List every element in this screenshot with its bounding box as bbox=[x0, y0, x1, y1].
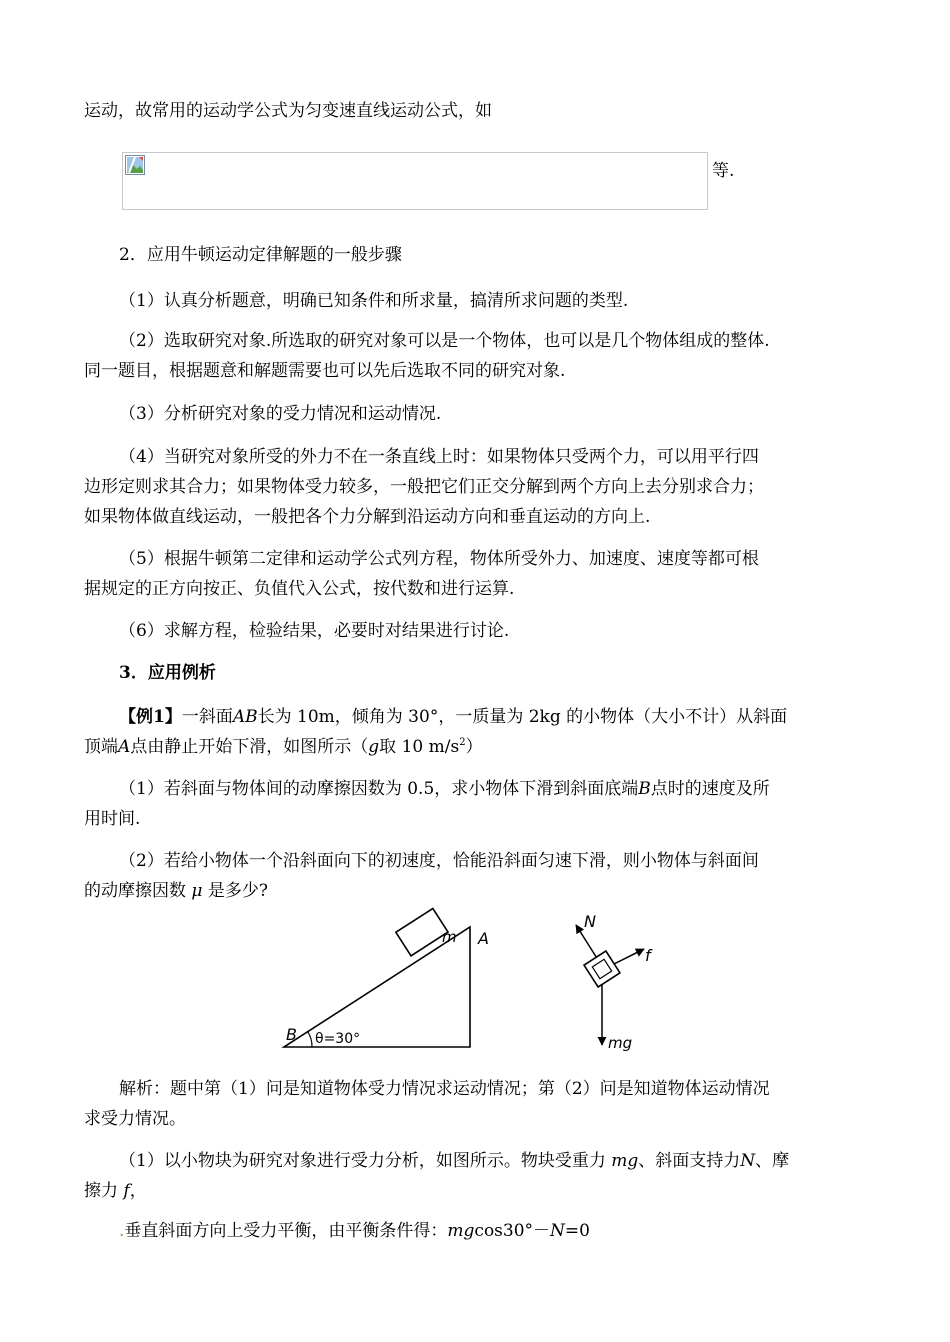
label-mg: mg bbox=[608, 1034, 633, 1052]
superscript: 2 bbox=[459, 737, 466, 748]
section-heading: 3．应用例析 bbox=[119, 663, 216, 683]
var-span: g bbox=[368, 737, 380, 757]
text-span: 取 10 m/s bbox=[379, 737, 460, 757]
text-span: 的动摩擦因数 bbox=[84, 881, 192, 901]
text-line: （3）分析研究对象的受力情况和运动情况. bbox=[119, 404, 442, 424]
text-line: （1）认真分析题意，明确已知条件和所求量，搞清所求问题的类型. bbox=[119, 291, 629, 311]
text-line bbox=[119, 778, 770, 800]
text-line: （4）当研究对象所受的外力不在一条直线上时：如果物体只受两个力，可以用平行四 bbox=[119, 447, 759, 467]
text-line bbox=[119, 1150, 789, 1172]
text-line: （6）求解方程，检验结果，必要时对结果进行讨论. bbox=[119, 621, 510, 641]
text-span: 一斜面 bbox=[181, 707, 233, 727]
text-span: 垂直斜面方向上受力平衡，由平衡条件得： bbox=[124, 1221, 448, 1241]
section-heading: 2．应用牛顿运动定律解题的一般步骤 bbox=[119, 245, 402, 265]
text-line bbox=[119, 706, 787, 728]
block-m bbox=[396, 908, 448, 955]
block-free-body bbox=[584, 951, 620, 987]
angle-arc bbox=[308, 1032, 312, 1047]
formula-image-placeholder bbox=[122, 152, 708, 210]
text-line: 边形定则求其合力；如果物体受力较多，一般把它们正交分解到两个方向上去分别求合力； bbox=[84, 477, 764, 497]
incline-diagram bbox=[270, 905, 510, 1055]
var-span: mg bbox=[447, 1221, 475, 1241]
text-span: （1）以小物块为研究对象进行受力分析，如图所示。物块受重力 bbox=[119, 1151, 612, 1171]
text-line: 据规定的正方向按正、负值代入公式，按代数和进行运算. bbox=[84, 579, 515, 599]
text-span: . bbox=[119, 1221, 125, 1241]
text-span: 、摩 bbox=[755, 1151, 790, 1171]
text-line: （2）选取研究对象.所选取的研究对象可以是一个物体，也可以是几个物体组成的整体. bbox=[119, 331, 770, 351]
label-theta: θ=30° bbox=[315, 1031, 361, 1047]
text-line: 运动，故常用的运动学公式为匀变速直线运动公式，如 bbox=[84, 101, 492, 121]
text-line: （5）根据牛顿第二定律和运动学公式列方程，物体所受外力、加速度、速度等都可根 bbox=[119, 549, 759, 569]
label-B: B bbox=[286, 1025, 297, 1044]
text-span: =0 bbox=[564, 1221, 590, 1241]
text-line bbox=[84, 1180, 147, 1202]
example-tag: 【例1】 bbox=[119, 707, 182, 727]
var-span: f bbox=[123, 1181, 130, 1201]
force-diagram bbox=[560, 905, 680, 1055]
text-line bbox=[119, 1220, 590, 1242]
var-span: μ bbox=[191, 881, 203, 901]
text-span: ） bbox=[465, 737, 483, 757]
var-span: B bbox=[638, 779, 651, 799]
text-span: （1）若斜面与物体间的动摩擦因数为 0.5，求小物体下滑到斜面底端 bbox=[119, 779, 639, 799]
label-N: N bbox=[584, 912, 596, 931]
label-A: A bbox=[478, 929, 489, 948]
text-line: 求受力情况。 bbox=[84, 1109, 186, 1129]
text-span: 、斜面支持力 bbox=[638, 1151, 741, 1171]
text-span: 长为 10m，倾角为 30°，一质量为 2kg 的小物体（大小不计）从斜面 bbox=[257, 707, 788, 727]
broken-image-icon bbox=[125, 155, 145, 175]
text-span: 擦力 bbox=[84, 1181, 124, 1201]
text-line: 如果物体做直线运动，一般把各个力分解到沿运动方向和垂直运动的方向上. bbox=[84, 507, 651, 527]
text-span: 是多少? bbox=[202, 881, 268, 901]
text-span: ， bbox=[129, 1181, 147, 1201]
label-f: f bbox=[645, 946, 651, 965]
text-line: 用时间. bbox=[84, 809, 141, 829]
text-span: cos30°－ bbox=[474, 1221, 551, 1241]
var-span: mg bbox=[611, 1151, 639, 1171]
label-m: m bbox=[442, 928, 457, 946]
var-span: A bbox=[118, 737, 131, 757]
var-span: AB bbox=[232, 707, 258, 727]
text-span: 顶端 bbox=[84, 737, 118, 757]
var-span: N bbox=[740, 1151, 756, 1171]
var-span: N bbox=[550, 1221, 565, 1241]
text-line bbox=[84, 736, 483, 758]
text-span: 点时的速度及所 bbox=[650, 779, 770, 799]
text-inline: 等. bbox=[712, 161, 735, 181]
text-line: 同一题目，根据题意和解题需要也可以先后选取不同的研究对象. bbox=[84, 361, 566, 381]
text-line: （2）若给小物体一个沿斜面向下的初速度，恰能沿斜面匀速下滑，则小物体与斜面间 bbox=[119, 851, 759, 871]
text-line bbox=[84, 880, 268, 902]
text-span: 点由静止开始下滑，如图所示（ bbox=[130, 737, 369, 757]
text-line: 解析：题中第（1）问是知道物体受力情况求运动情况；第（2）问是知道物体运动情况 bbox=[119, 1079, 770, 1099]
